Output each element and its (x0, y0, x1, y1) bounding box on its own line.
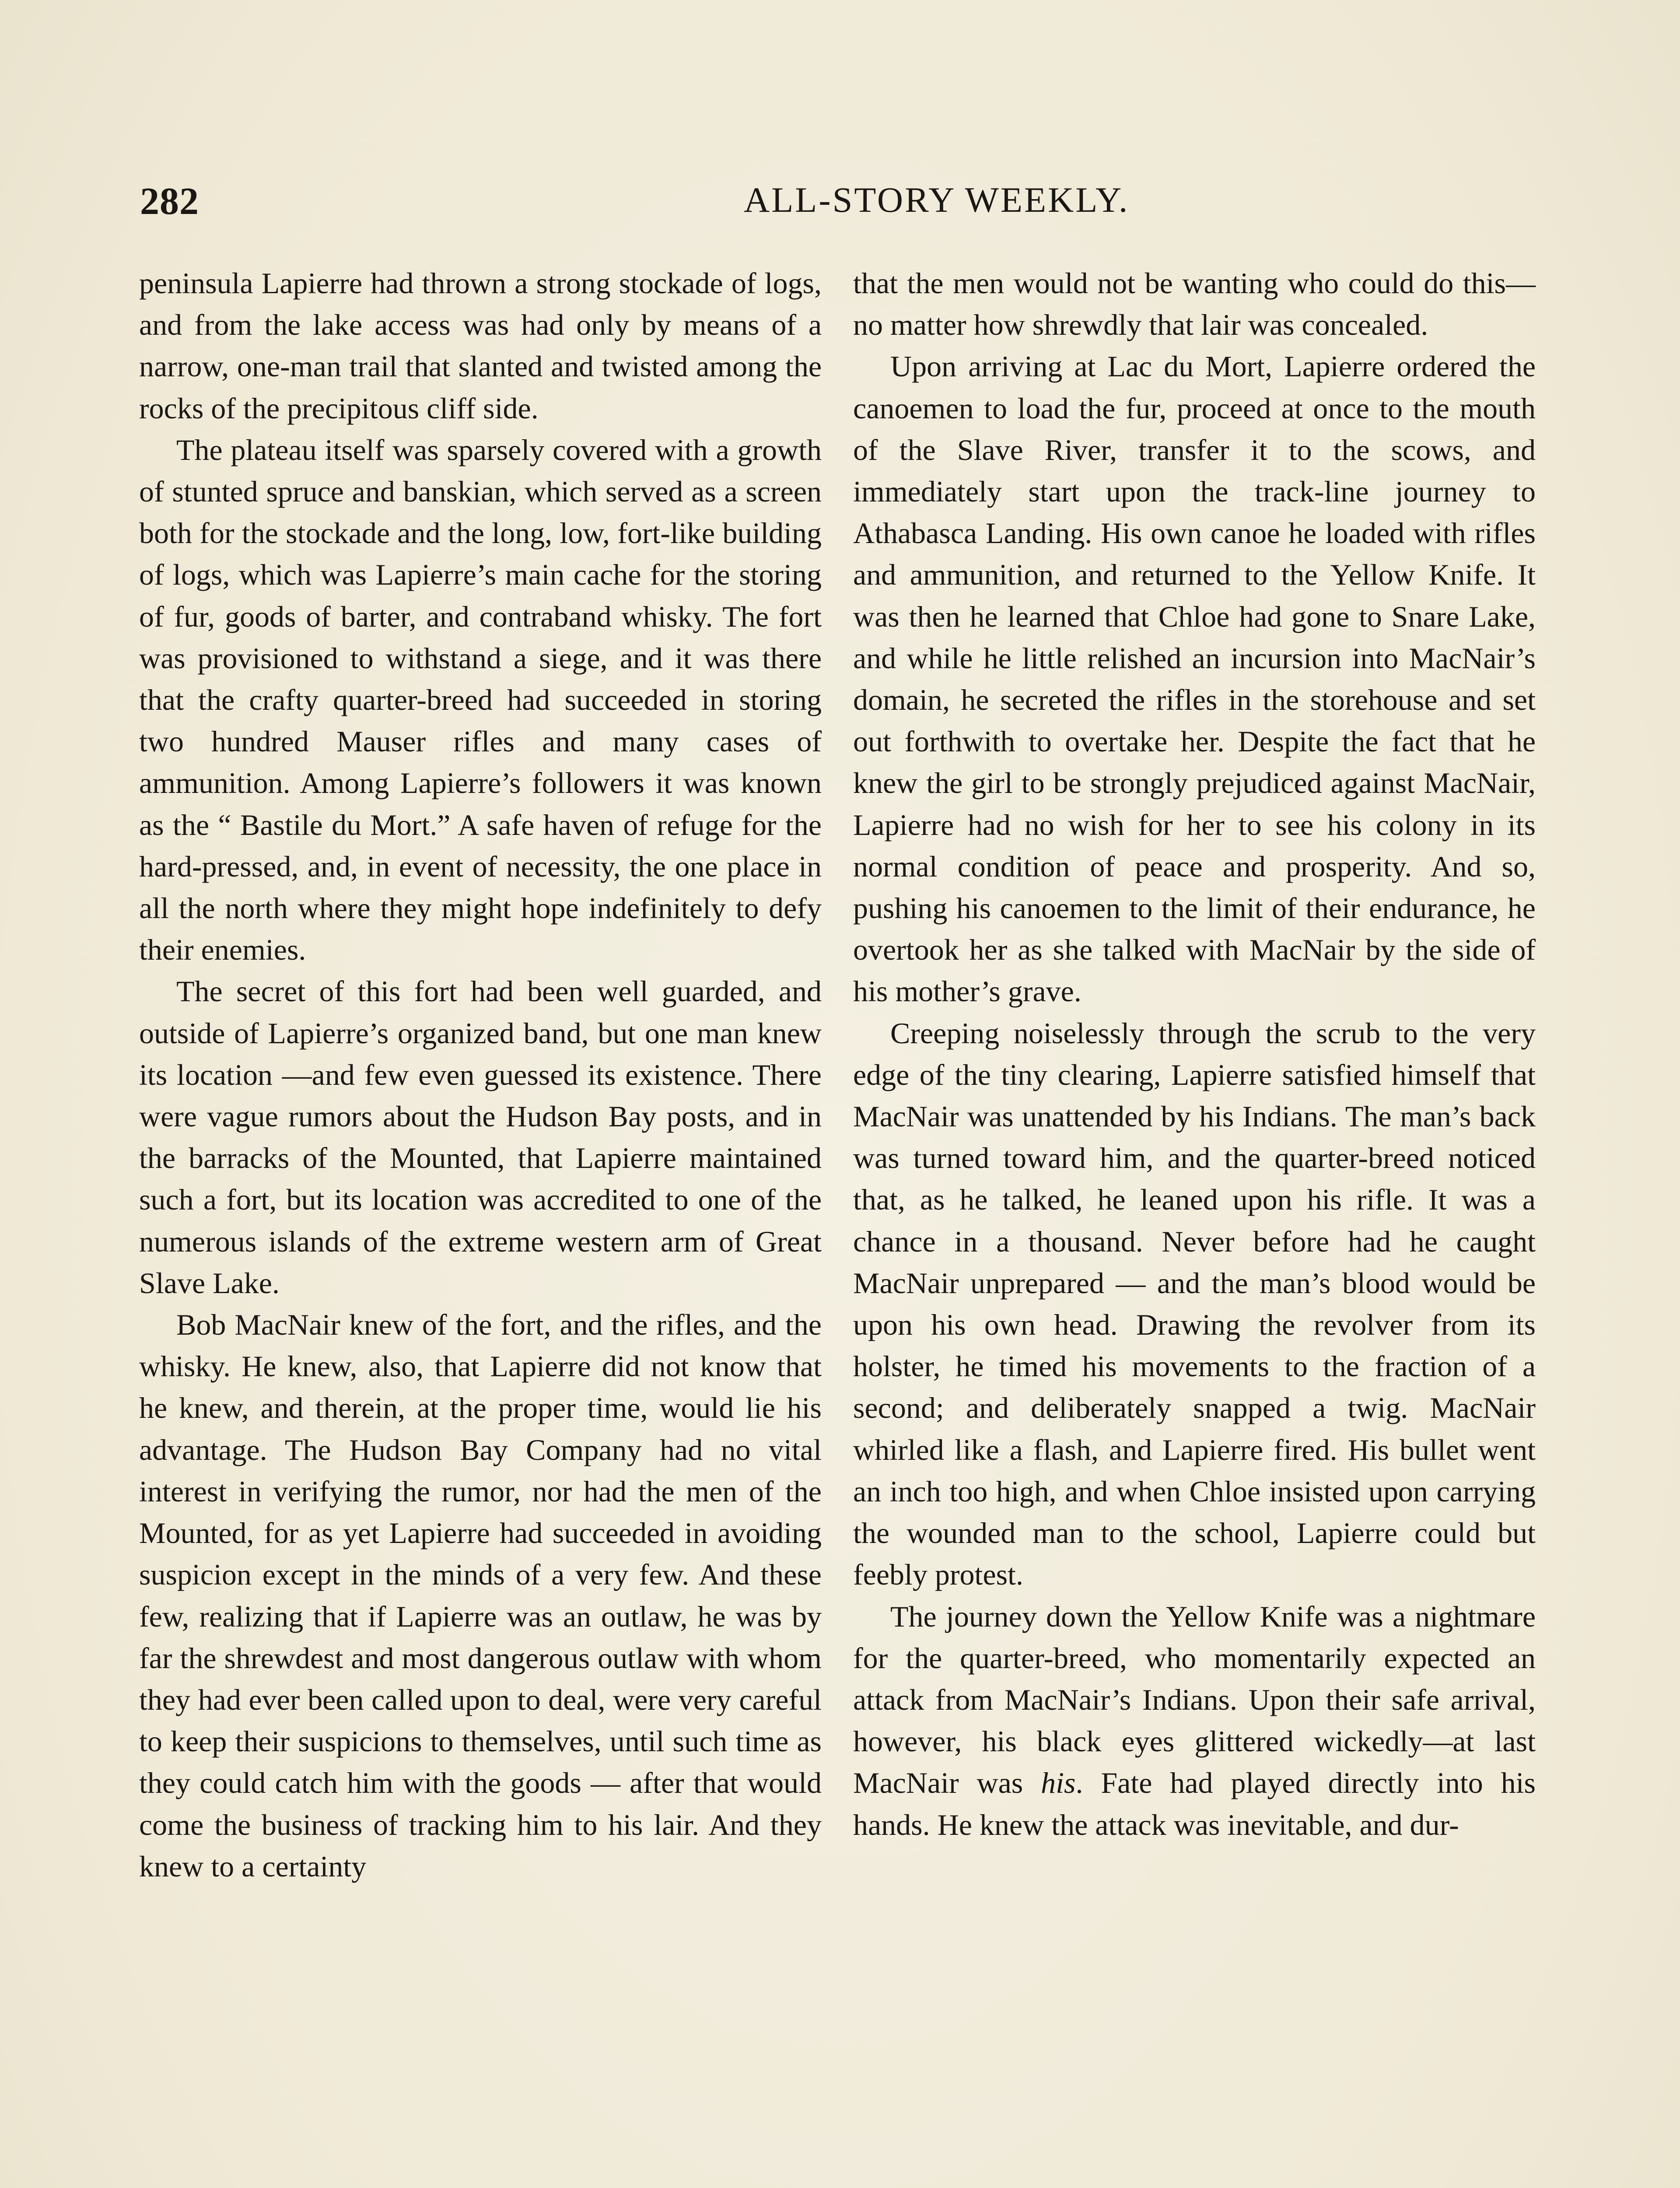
paragraph (853, 1596, 1536, 1846)
left-text-column (139, 263, 822, 1887)
paragraph: Bob MacNair knew of the fort, and the rifles, and the whisky. He knew, also, that Lapierre did not know that he knew, and therein, at the proper time, would lie his advantage. The Hudson Bay Company had no vital interest in verifying the rumor, nor had the men of the Mounted, for as yet Lapierre had succeeded in avoiding suspicion except in the minds of a very few. And these few, realizing that if Lapierre was an outlaw, he was by far the shrewdest and most dangerous outlaw with whom they had ever been called upon to deal, were very careful to keep their suspicions to themselves, until such time as they could catch him with the goods — after that would come the business of tracking him to his lair. And they knew to a certainty (139, 1308, 822, 1883)
paragraph: Upon arriving at Lac du Mort, Lapierre ordered the canoemen to load the fur, proceed at once to the mouth of the Slave River, transfer it to the scows, and immediately start upon the track-line journey to Athabasca Landing. His own canoe he loaded with rifles and ammunition, and returned to the Yellow Knife. It was then he learned that Chloe had gone to Snare Lake, and while he little relished an incursion into MacNair’s domain, he secreted the rifles in the storehouse and set out forthwith to overtake her. Despite the fact that he knew the girl to be strongly prejudiced against MacNair, Lapierre had no wish for her to see his colony in its normal condition of peace and prosperity. And so, pushing his canoemen to the limit of their endurance, he overtook her as she talked with MacNair by the side of his mother’s grave. (853, 350, 1536, 1008)
emphasized-word: his (1041, 1766, 1076, 1800)
paragraph: The plateau itself was sparsely covered with a growth of stunted spruce and banskian, which served as a screen both for the stockade and the long, low, fort-like building of logs, which was Lapierre’s main cache for the storing of fur, goods of barter, and contraband whisky. The fort was provisioned to withstand a siege, and it was there that the crafty quarter-breed had succeeded in storing two hundred Mauser rifles and many cases of ammunition. Among Lapierre’s followers it was known as the “ Bastile du Mort.” A safe haven of refuge for the hard-pressed, and, in event of necessity, the one place in all the north where they might hope indefinitely to defy their enemies. (139, 433, 822, 967)
paragraph: that the men would not be wanting who could do this—no matter how shrewdly that lair was concealed. (853, 266, 1536, 342)
right-text-column (853, 263, 1536, 1846)
page-header (140, 179, 1527, 241)
page-number: 282 (140, 180, 199, 223)
paragraph-text: The journey down the Yellow Knife was a nightmare for the quarter-breed, who momentarily expected an attack from MacNair’s Indians. Upon their safe arrival, however, his black eyes glittered wickedly—at last MacNair was (853, 1599, 1536, 1800)
paragraph: peninsula Lapierre had thrown a strong stockade of logs, and from the lake access was had only by means of a narrow, one-man trail that slanted and twisted among the rocks of the precipitous cliff side. (139, 266, 822, 425)
paragraph: The secret of this fort had been well guarded, and outside of Lapierre’s organized band, but one man knew its location —and few even guessed its existence. There were vague rumors about the Hudson Bay posts, and in the barracks of the Mounted, that Lapierre maintained such a fort, but its location was accredited to one of the numerous islands of the extreme western arm of Great Slave Lake. (139, 975, 822, 1300)
running-title: ALL-STORY WEEKLY. (744, 180, 1130, 220)
paragraph-text: . Fate had played directly into his hands. He knew the attack was inevitable, and dur- (853, 1766, 1536, 1841)
paragraph: Creeping noiselessly through the scrub to the very edge of the tiny clearing, Lapierre satisfied himself that MacNair was unattended by his Indians. The man’s back was turned toward him, and the quarter-breed noticed that, as he talked, he leaned upon his rifle. It was a chance in a thousand. Never before had he caught MacNair unprepared — and the man’s blood would be upon his own head. Drawing the revolver from its holster, he timed his movements to the fraction of a second; and deliberately snapped a twig. MacNair whirled like a flash, and Lapierre fired. His bullet went an inch too high, and when Chloe insisted upon carrying the wounded man to the school, Lapierre could but feebly protest. (853, 1016, 1536, 1592)
